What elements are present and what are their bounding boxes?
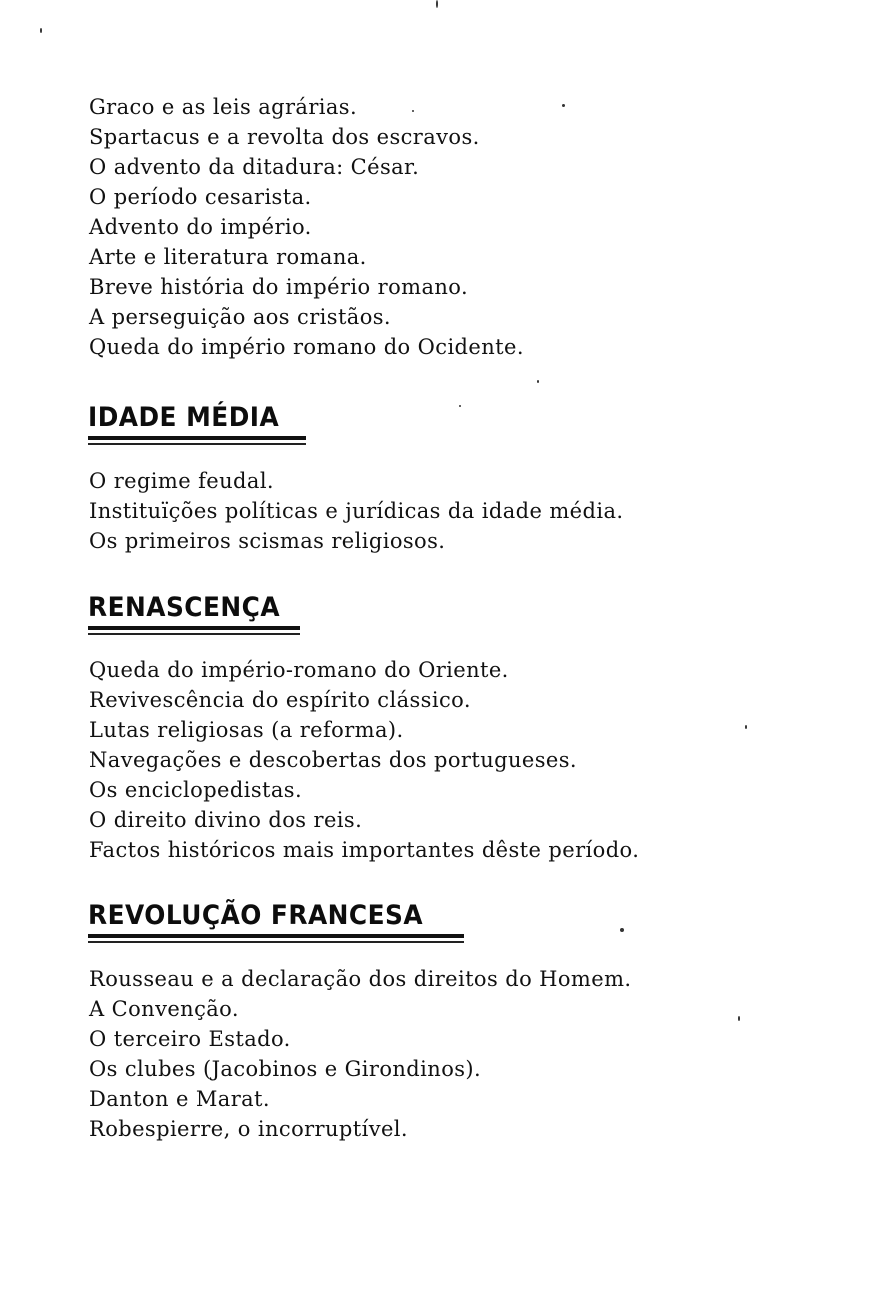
heading-underline-thin <box>88 633 300 635</box>
list-item: O período cesarista. <box>89 185 312 209</box>
scan-speck <box>745 725 747 729</box>
list-item: Os clubes (Jacobinos e Girondinos). <box>89 1057 482 1081</box>
list-item: Breve história do império romano. <box>89 275 469 299</box>
list-item: Lutas religiosas (a reforma). <box>89 718 404 742</box>
list-item: O direito divino dos reis. <box>89 808 363 832</box>
list-item: Graco e as leis agrárias. <box>89 95 358 119</box>
list-item: Rousseau e a declaração dos direitos do Homem. <box>89 967 632 991</box>
list-item: Os primeiros scismas religiosos. <box>89 529 446 553</box>
list-item: A Convenção. <box>89 997 239 1021</box>
scan-speck <box>436 0 438 8</box>
list-item: Revivescência do espírito clássico. <box>89 688 471 712</box>
heading-underline-thin <box>88 443 306 445</box>
scan-speck <box>562 104 565 107</box>
roman-history-list <box>89 92 709 362</box>
scan-speck <box>40 28 42 33</box>
list-item: Danton e Marat. <box>89 1087 270 1111</box>
list-item: Navegações e descobertas dos portugueses. <box>89 748 577 772</box>
list-item: O advento da ditadura: César. <box>89 155 420 179</box>
list-item: Queda do império romano do Ocidente. <box>89 335 524 359</box>
heading-underline <box>88 436 306 440</box>
revolucao-francesa-list <box>89 964 709 1144</box>
heading-text: IDADE MÉDIA <box>88 402 280 433</box>
list-item: O terceiro Estado. <box>89 1027 291 1051</box>
list-item: Os enciclopedistas. <box>89 778 303 802</box>
list-item: Advento do império. <box>89 215 312 239</box>
scan-speck <box>620 928 624 932</box>
scan-speck <box>459 405 461 407</box>
list-item: Instituïções políticas e jurídicas da idade média. <box>89 499 624 523</box>
heading-underline <box>88 626 300 630</box>
section-heading-idade-media <box>88 402 306 445</box>
list-item: Queda do império-romano do Oriente. <box>89 658 509 682</box>
list-item: Arte e literatura romana. <box>89 245 367 269</box>
scan-speck <box>738 1016 740 1021</box>
scan-speck <box>412 110 414 112</box>
section-heading-renascenca <box>88 592 300 635</box>
idade-media-list <box>89 466 709 556</box>
renascenca-list <box>89 655 709 865</box>
list-item: Factos históricos mais importantes dêste período. <box>89 838 640 862</box>
section-heading-revolucao-francesa <box>88 900 464 943</box>
list-item: A perseguição aos cristãos. <box>89 305 392 329</box>
heading-text: REVOLUÇÃO FRANCESA <box>88 900 424 931</box>
heading-underline <box>88 934 464 938</box>
list-item: Spartacus e a revolta dos escravos. <box>89 125 480 149</box>
list-item: O regime feudal. <box>89 469 275 493</box>
heading-text: RENASCENÇA <box>88 592 281 623</box>
heading-underline-thin <box>88 941 464 943</box>
scan-speck <box>537 380 539 383</box>
list-item: Robespierre, o incorruptível. <box>89 1117 408 1141</box>
